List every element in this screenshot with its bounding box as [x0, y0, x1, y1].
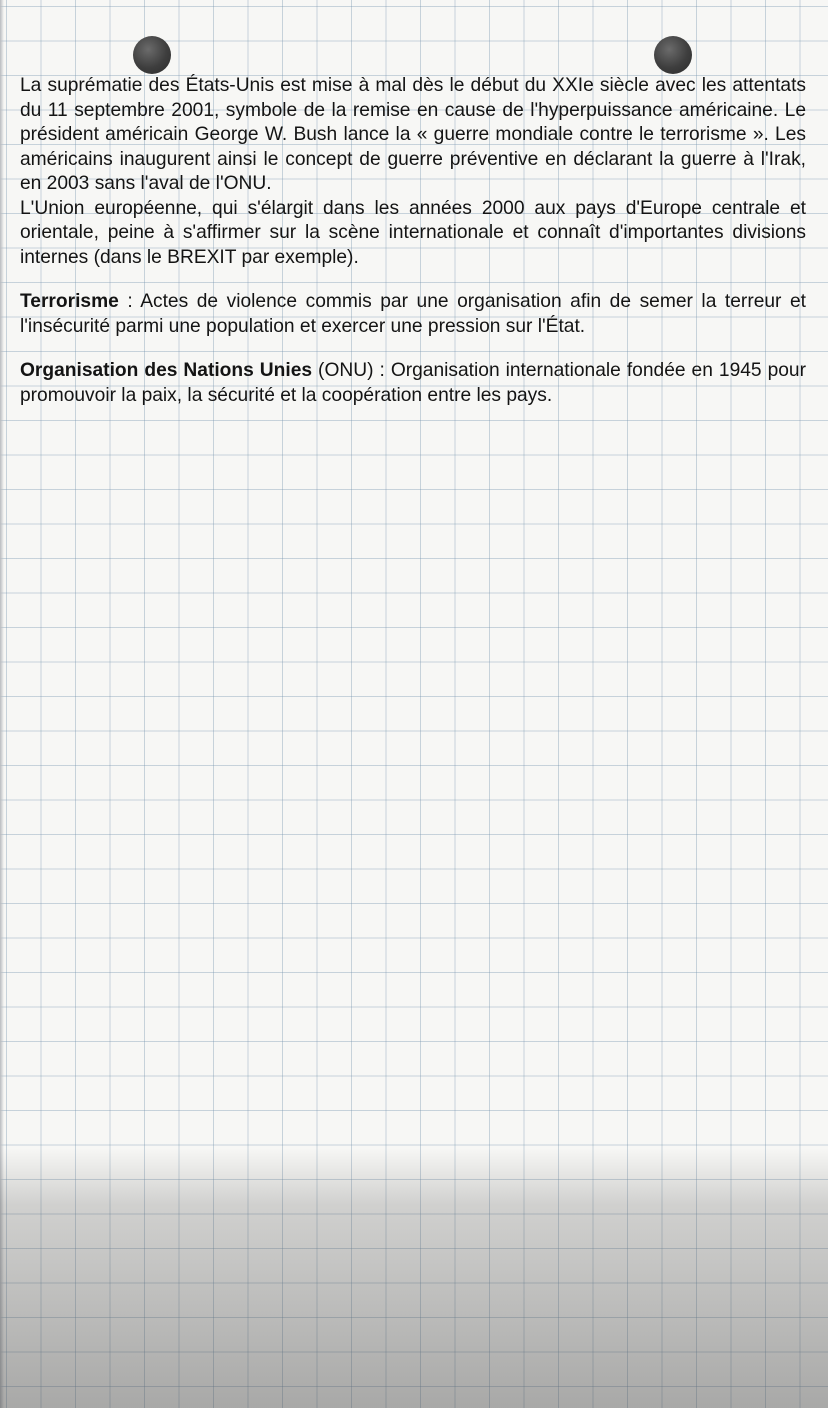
definition-text: (ONU) : Organisation internationale fondée en 1945 pour promouvoir la paix, la sécurité et la coopération entre les pays. — [20, 360, 806, 406]
punch-hole-right — [654, 36, 692, 74]
definition-onu — [20, 359, 806, 408]
document-body — [20, 74, 806, 408]
definition-terrorism — [20, 290, 806, 339]
punch-hole-left — [133, 36, 171, 74]
paragraph-us-supremacy: La suprématie des États-Unis est mise à mal dès le début du XXIe siècle avec les attentats du 11 septembre 2001, symbole de la remise en cause de l'hyperpuissance américaine. Le président américain George W. Bush lance la « guerre mondiale contre le terrorisme ». Les américains inaugurent ainsi le concept de guerre préventive en déclarant la guerre à l'Irak, en 2003 sans l'aval de l'ONU. — [20, 75, 806, 194]
paragraph-european-union: L'Union européenne, qui s'élargit dans les années 2000 aux pays d'Europe centrale et orientale, peine à s'affirmer sur la scène internationale et connaît d'importantes divisions internes (dans le BREXIT par exemple). — [20, 197, 806, 268]
definition-term: Terrorisme — [20, 291, 119, 312]
photo-shadow — [0, 1148, 828, 1408]
definition-text: : Actes de violence commis par une organisation afin de semer la terreur et l'insécurité parmi une population et exercer une pression sur l'État. — [20, 291, 806, 337]
paper-edge — [0, 0, 4, 1408]
definition-term: Organisation des Nations Unies — [20, 360, 313, 381]
